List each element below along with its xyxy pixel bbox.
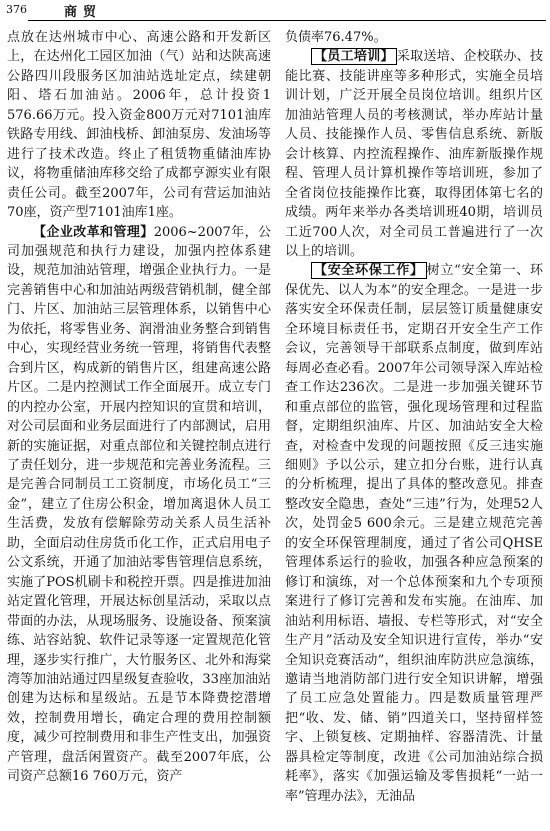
paragraph-reform <box>7 223 271 787</box>
safety-text: 树立“安全第一、环保优先、以人为本”的安全理念。一是进一步落实安全环保责任制，层层签订质量健康安全环境目标责任书，定期召开安全生产工作会议，完善领导干部联系点制度，做到库站每周必查必看。2007年公司领导深入库站检查工作达236次。二是进一步加强关键环节和重点部位的监管，强化现场管理和过程监督，定期组织油库、片区、加油站安全大检查，对检查中发现的问题按照《反三违实施细则》予以公示，建立扣分台账，进行认真的分析梳理，提出了具体的整改意见。排查整改安全隐患，查处“三违”行为，处理52人次，处罚金5 600余元。三是建立规范完善的安全环保管理制度，通过了省公司QHSE管理体系运行的验收，加强各种应急预案的修订和演练，对一个总体预案和九个专项预案进行了修订完善和发布实施。在油库、加油站利用标语、墙报、专栏等形式，对“安全生产月”活动及安全知识进行宣传，举办“安全知识竞赛活动”，组织油库防洪应急演练，邀请当地消防部门进行安全知识讲解，增强了员工应急处置能力。四是数质量管理严把“收、发、储、销”四道关口，坚持留样签字、上锁复核、定期抽样、容器清洗、计量器具检定等制度，改进《公司加油站综合损耗率》，落实《加强运输及零售损耗“一站一率”管理办法》，无油品 <box>285 263 543 804</box>
paragraph-debt-ratio: 负债率76.47%。 <box>285 30 387 45</box>
left-column <box>7 28 271 787</box>
training-text: 采取送培、企校联办、技能比赛、技能讲座等多种形式，实施全员培训计划，广泛开展全员岗位培训。组织片区加油站管理人员的考核测试，举办库站计量人员、技能操作人员、零售信息系统、新版会计核算、内控流程操作、油库新版操作规程、管理人员计算机操作等培训班，参加了全省岗位技能操作比赛，取得团体第七名的成绩。两年来举办各类培训班40期，培训员工近700人次，对全司员工普遍进行了一次以上的培训。 <box>285 49 543 259</box>
page-number: 376 <box>6 3 27 16</box>
right-column <box>285 28 543 806</box>
reform-heading: 【企业改革和管理】 <box>33 224 154 240</box>
paragraph-training <box>285 47 543 261</box>
paragraph-safety <box>285 261 543 806</box>
training-heading: 【员工培训】 <box>311 48 397 65</box>
paragraph-infrastructure: 点放在达州城市中心、高速公路和开发新区上，在达州化工园区加油（气）站和达陕高速公路四川段服务区加油站选址定点，续建朝阳、塔石加油站。2006年，总计投资1 576.66万元。投入资金800万元对7101油库铁路专用线、卸油栈桥、卸油泵房、发油场等进行了技术改造。终止了租赁物重储油库协议，将物重储油库移交给了成都亨源实业有限责任公司。截至2007年，公司有营运加油站70座，资产型7101油库1座。 <box>7 30 271 221</box>
page-header <box>6 0 544 20</box>
header-rule <box>28 20 546 21</box>
reform-text: 2006~2007年，公司加强规范和执行力建设，加强内控体系建设，规范加油站管理，增强企业执行力。一是完善销售中心和加油站两级营销机制，健全部门、片区、加油站三层管理体系，以销售中心为依托，将零售业务、润滑油业务整合到销售中心，实现经营业务统一管理，将销售代表整合到片区，构成新的销售片区，组建高速公路片区。二是内控测试工作全面展开。成立专门的内控办公室，开展内控知识的宣贯和培训，对公司层面和业务层面进行了内部测试，启用新的实施证据，对重点部位和关键控制点进行了责任划分，进一步规范和完善业务流程。三是完善合同制员工工资制度，市场化员工“三金”，建立了住房公积金，增加离退休人员工生活费，发放有偿解除劳动关系人员生活补助，全面启动住房货币化工作，正式启用电子公文系统，开通了加油站零售管理信息系统，实施了POS机刷卡和税控开票。四是推进加油站定置化管理，开展达标创星活动，采取以点带面的办法，从现场服务、设施设备、预案演练、站容站貌、软件记录等逐一定置规范化管理，逐步实行推广，大竹服务区、北外和海棠湾等加油站通过四星级复查验收，33座加油站创建为达标和星级站。五是节本降费挖潜增效，控制费用增长，确定合理的费用控制额度，减少可控制费用和非生产性支出，加强资产管理，盘活闲置资产。截至2007年底，公司资产总额16 760万元，资产 <box>7 224 271 785</box>
safety-heading: 【安全环保工作】 <box>311 262 427 279</box>
section-title: 商贸 <box>64 5 103 20</box>
